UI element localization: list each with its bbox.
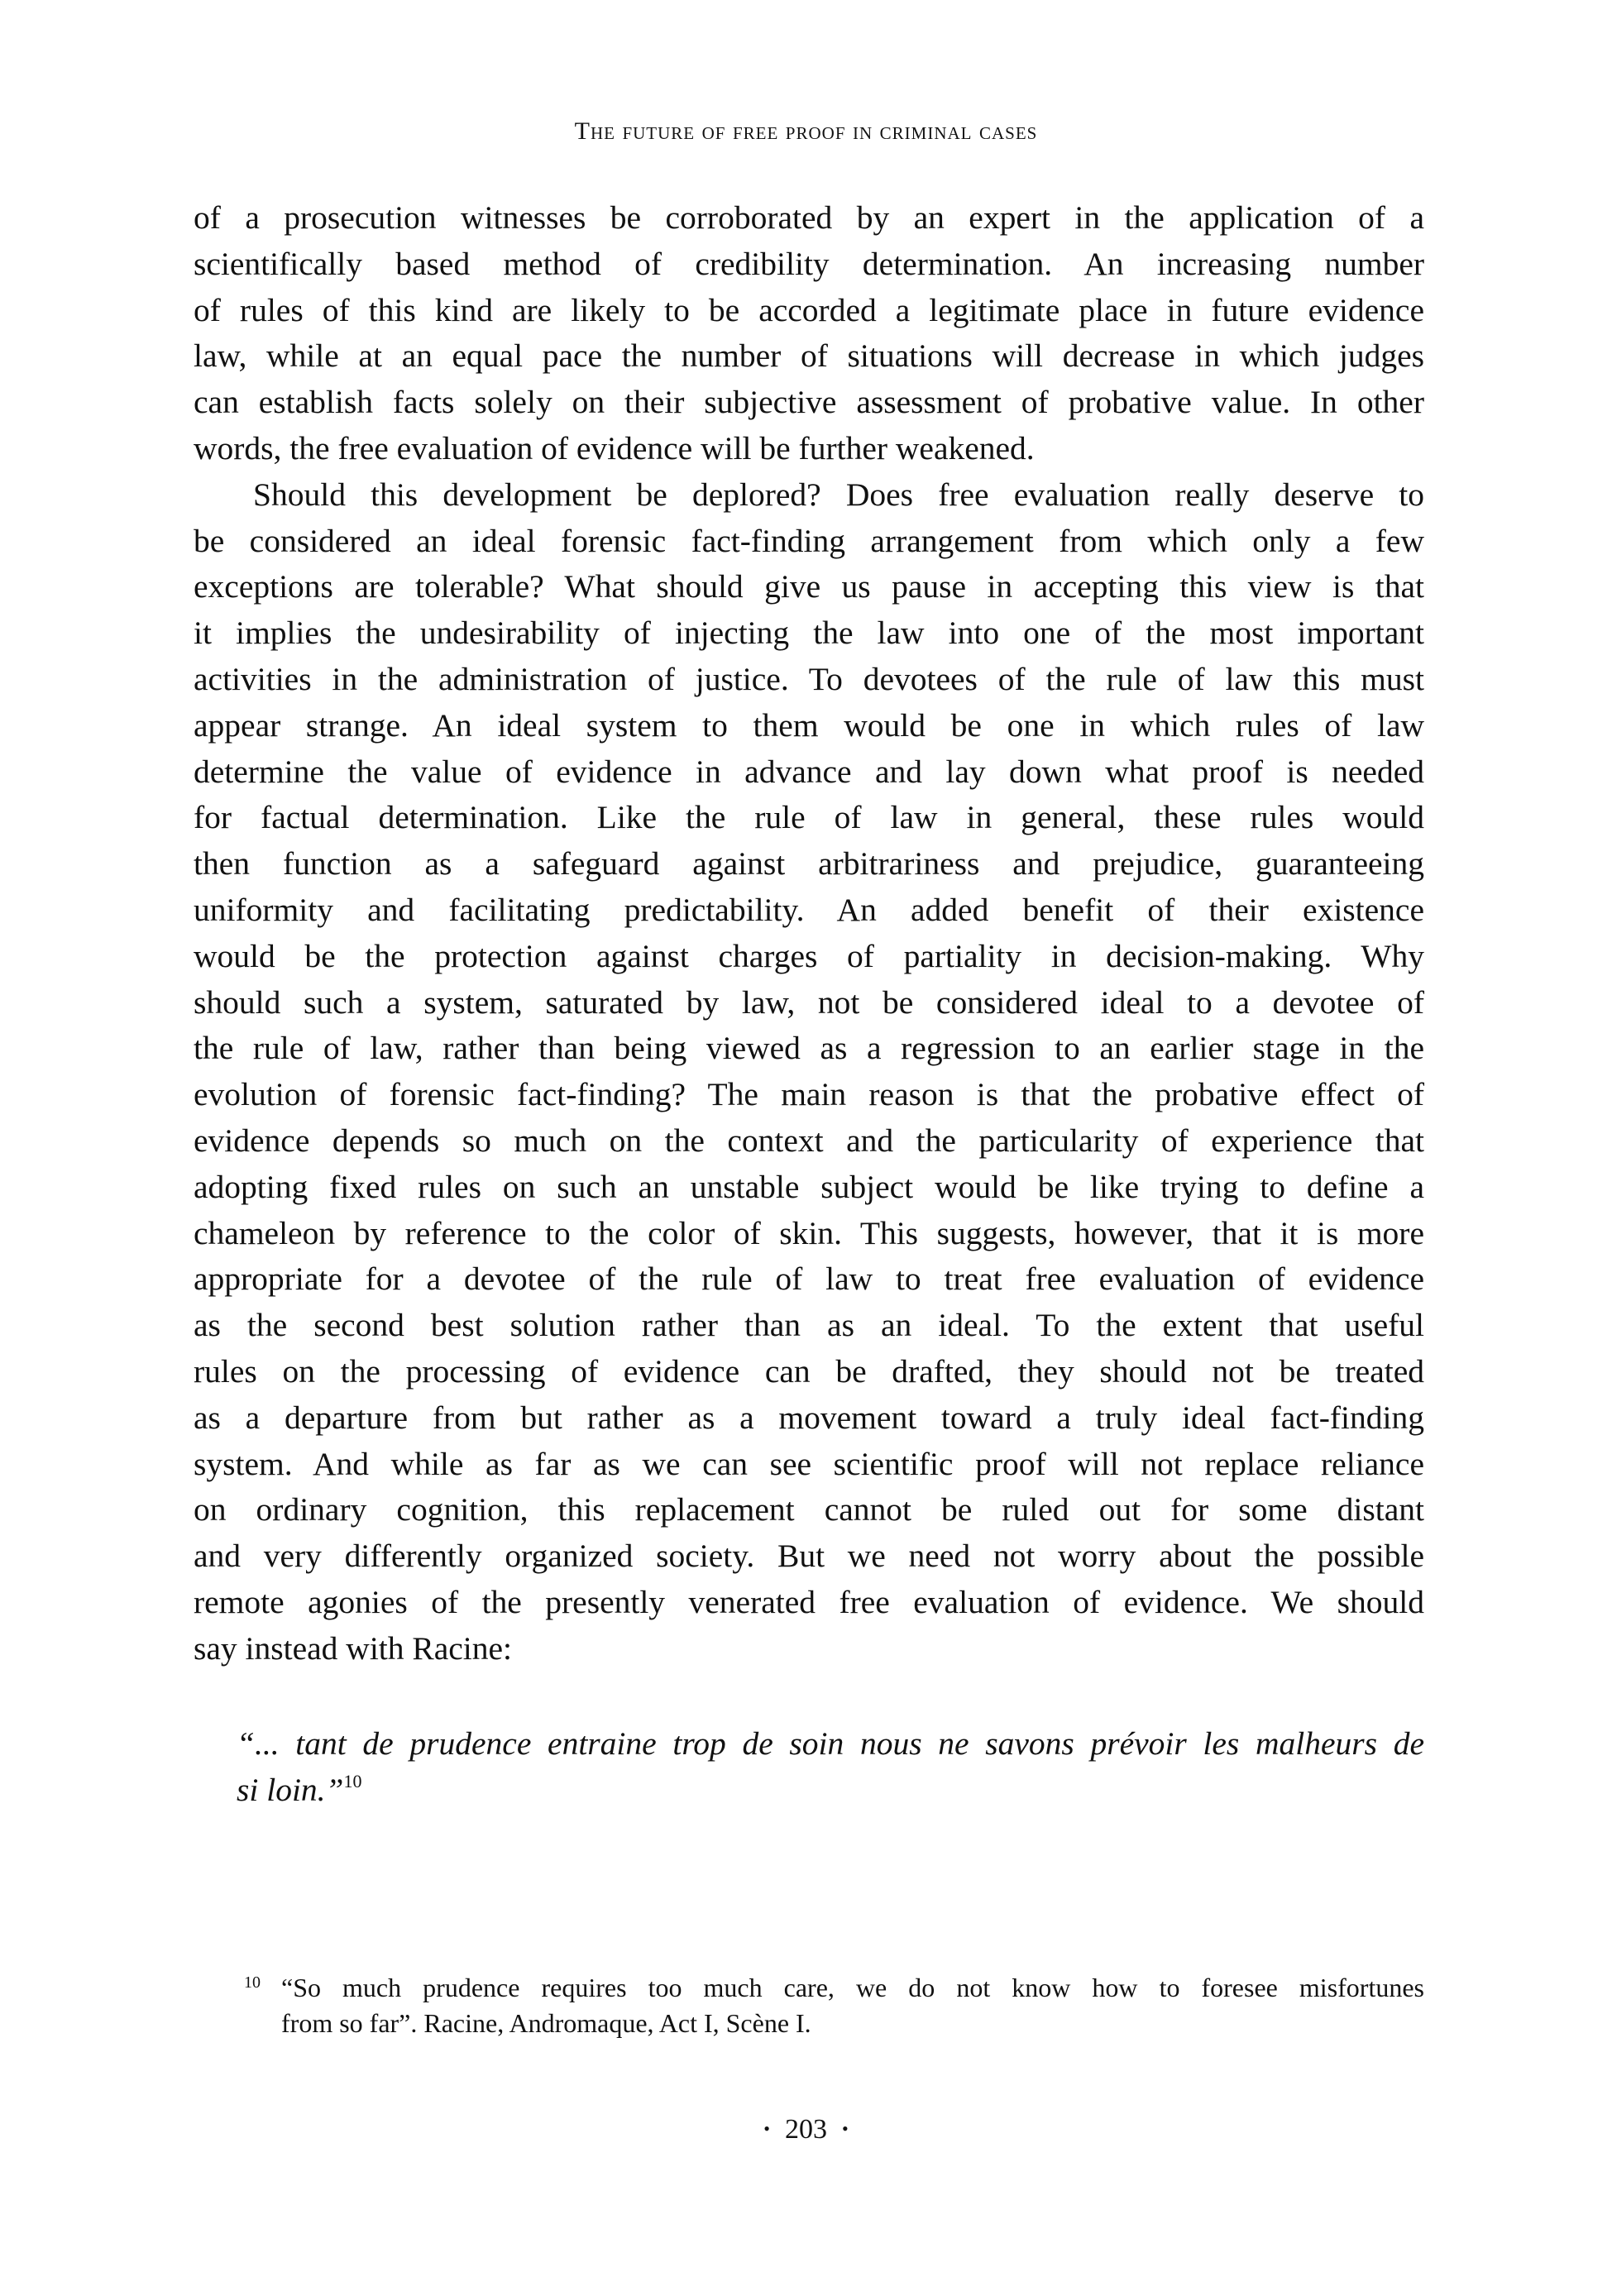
text-line: as a departure from but rather as a movement toward a truly ideal fact-finding (194, 1399, 1424, 1436)
text-line: system. And while as far as we can see scientific proof will not replace reliance (194, 1445, 1424, 1482)
paragraph-2 (194, 472, 1424, 1672)
quote-line-last (237, 1767, 1424, 1813)
text-line: and very differently organized society. But we need not worry about the possible (194, 1538, 1424, 1575)
text-line: can establish facts solely on their subjective assessment of probative value. In other (194, 384, 1424, 421)
text-line: as the second best solution rather than as an ideal. To the extent that useful (194, 1307, 1424, 1344)
text-line: then function as a safeguard against arbitrariness and prejudice, guaranteeing (194, 845, 1424, 883)
text-line: appear strange. An ideal system to them would be one in which rules of law (194, 706, 1424, 744)
text-line: say instead with Racine: (194, 1629, 513, 1667)
text-line: uniformity and facilitating predictability. An added benefit of their existence (194, 891, 1424, 928)
text-line: exceptions are tolerable? What should give us pause in accepting this view is that (194, 568, 1424, 605)
quote-line: “... tant de prudence entraine trop de soin nous ne savons prévoir les malheurs de (237, 1725, 1424, 1762)
text-line: remote agonies of the presently venerated free evaluation of evidence. We should (194, 1583, 1424, 1620)
footnote-line: “So much prudence requires too much care, we do not know how to foresee misfortunes (281, 1973, 1424, 2002)
text-line: rules on the processing of evidence can be drafted, they should not be treated (194, 1352, 1424, 1390)
text-line: Should this development be deplored? Does free evaluation really deserve to (253, 476, 1424, 513)
text-line: for factual determination. Like the rule of law in general, these rules would (194, 799, 1424, 836)
footnote-reference[interactable]: 10 (343, 1771, 362, 1791)
text-line: on ordinary cognition, this replacement cannot be ruled out for some distant (194, 1491, 1424, 1528)
text-line: the rule of law, rather than being viewed as a regression to an earlier stage in the (194, 1030, 1424, 1067)
text-line: appropriate for a devotee of the rule of law to treat free evaluation of evidence (194, 1260, 1424, 1298)
main-text (194, 195, 1424, 1672)
bullet-ornament-icon: • (763, 2118, 770, 2139)
page-number-value: 203 (785, 2114, 827, 2145)
text-line: scientifically based method of credibility determination. An increasing number (194, 245, 1424, 282)
text-line: evidence depends so much on the context and the particularity of experience that (194, 1122, 1424, 1159)
block-quote (237, 1720, 1424, 1813)
text-line: would be the protection against charges of partiality in decision-making. Why (194, 937, 1424, 974)
text-line: be considered an ideal forensic fact-finding arrangement from which only a few (194, 522, 1424, 559)
text-line: determine the value of evidence in advance and lay down what proof is needed (194, 753, 1424, 790)
text-line: should such a system, saturated by law, not be considered ideal to a devotee of (194, 983, 1424, 1021)
text-line: of rules of this kind are likely to be accorded a legitimate place in future evidence (194, 291, 1424, 328)
text-line: chameleon by reference to the color of skin. This suggests, however, that it is more (194, 1214, 1424, 1251)
quote-text: si loin.” (237, 1772, 344, 1808)
text-line: adopting fixed rules on such an unstable subject would be like trying to define a (194, 1168, 1424, 1205)
page-number (0, 2114, 1612, 2145)
text-line: it implies the undesirability of injecting the law into one of the most important (194, 615, 1424, 652)
running-header: The future of free proof in criminal cases (574, 117, 1038, 145)
footnote-number: 10 (244, 1973, 261, 1992)
text-line: activities in the administration of justice. To devotees of the rule of law this must (194, 660, 1424, 697)
text-line: evolution of forensic fact-finding? The main reason is that the probative effect of (194, 1076, 1424, 1113)
footnote-text (281, 1970, 1424, 2041)
text-line: words, the free evaluation of evidence will be further weakened. (194, 429, 1035, 466)
footnote-line: from so far”. Racine, Andromaque, Act I, Scène I. (281, 2008, 811, 2038)
text-line: of a prosecution witnesses be corroborated by an expert in the application of a (194, 199, 1424, 236)
text-line: law, while at an equal pace the number of situations will decrease in which judges (194, 337, 1424, 375)
paragraph-1 (194, 195, 1424, 472)
bullet-ornament-icon: • (842, 2118, 849, 2139)
